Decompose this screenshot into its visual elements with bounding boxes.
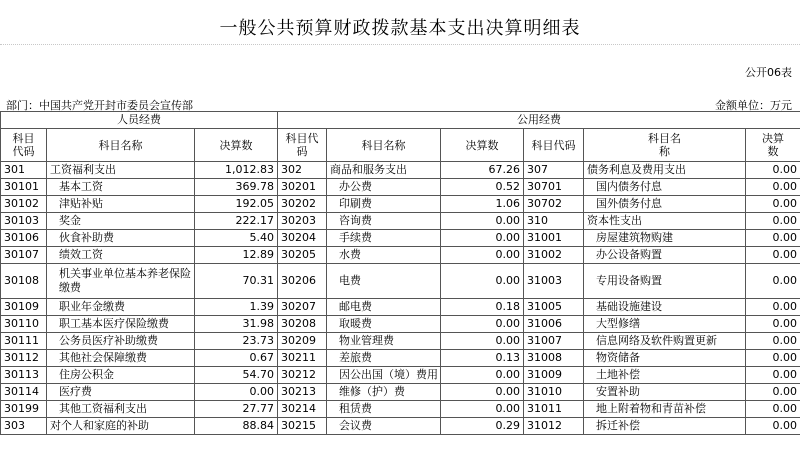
table-cell: 30205 <box>278 247 327 264</box>
table-cell: 水费 <box>327 247 441 264</box>
table-cell: 机关事业单位基本养老保险缴费 <box>47 264 195 299</box>
table-cell: 31005 <box>524 299 584 316</box>
table-row <box>1 350 800 367</box>
table-cell: 0.00 <box>746 418 800 435</box>
table-cell: 0.00 <box>195 384 278 401</box>
table-cell: 其他社会保障缴费 <box>47 350 195 367</box>
table-cell: 1.39 <box>195 299 278 316</box>
table-cell: 0.13 <box>441 350 524 367</box>
table-cell: 1,012.83 <box>195 162 278 179</box>
table-cell: 31009 <box>524 367 584 384</box>
table-cell: 物业管理费 <box>327 333 441 350</box>
table-cell: 0.00 <box>746 333 800 350</box>
table-cell: 30111 <box>1 333 47 350</box>
table-cell: 1.06 <box>441 196 524 213</box>
table-cell: 301 <box>1 162 47 179</box>
table-cell: 30207 <box>278 299 327 316</box>
table-cell: 会议费 <box>327 418 441 435</box>
table-cell: 0.00 <box>746 316 800 333</box>
table-cell: 70.31 <box>195 264 278 299</box>
table-cell: 30215 <box>278 418 327 435</box>
table-cell: 88.84 <box>195 418 278 435</box>
table-cell: 307 <box>524 162 584 179</box>
table-cell: 30103 <box>1 213 47 230</box>
table-row <box>1 367 800 384</box>
table-cell: 大型修缮 <box>584 316 746 333</box>
table-row <box>1 213 800 230</box>
table-row <box>1 247 800 264</box>
table-row <box>1 299 800 316</box>
table-cell: 其他工资福利支出 <box>47 401 195 418</box>
table-cell: 绩效工资 <box>47 247 195 264</box>
table-cell: 369.78 <box>195 179 278 196</box>
table-cell: 310 <box>524 213 584 230</box>
table-cell: 邮电费 <box>327 299 441 316</box>
table-cell: 30208 <box>278 316 327 333</box>
table-cell: 12.89 <box>195 247 278 264</box>
table-cell: 30211 <box>278 350 327 367</box>
table-cell: 31008 <box>524 350 584 367</box>
table-cell: 0.67 <box>195 350 278 367</box>
table-cell: 23.73 <box>195 333 278 350</box>
table-cell: 30110 <box>1 316 47 333</box>
col-header-name: 科目名称 <box>47 129 195 162</box>
col-header-code2: 科目代 码 <box>278 129 327 162</box>
group-header-row <box>1 112 800 129</box>
table-cell: 债务利息及费用支出 <box>584 162 746 179</box>
col-header-amount2: 决算数 <box>441 129 524 162</box>
table-cell: 30701 <box>524 179 584 196</box>
table-cell: 国外债务付息 <box>584 196 746 213</box>
table-cell: 资本性支出 <box>584 213 746 230</box>
expenditure-table <box>0 111 800 435</box>
table-cell: 0.00 <box>441 384 524 401</box>
table-cell: 拆迁补偿 <box>584 418 746 435</box>
table-cell: 30107 <box>1 247 47 264</box>
table-cell: 0.00 <box>746 247 800 264</box>
table-cell: 信息网络及软件购置更新 <box>584 333 746 350</box>
table-cell: 30101 <box>1 179 47 196</box>
table-cell: 0.00 <box>746 162 800 179</box>
table-cell: 差旅费 <box>327 350 441 367</box>
table-cell: 67.26 <box>441 162 524 179</box>
table-cell: 0.00 <box>746 299 800 316</box>
table-cell: 手续费 <box>327 230 441 247</box>
department-label: 部门：中国共产党开封市委员会宣传部 <box>6 99 193 112</box>
table-cell: 职工基本医疗保险缴费 <box>47 316 195 333</box>
table-row <box>1 384 800 401</box>
table-cell: 工资福利支出 <box>47 162 195 179</box>
table-cell: 0.00 <box>441 401 524 418</box>
table-cell: 54.70 <box>195 367 278 384</box>
table-row <box>1 162 800 179</box>
table-cell: 30702 <box>524 196 584 213</box>
table-cell: 办公设备购置 <box>584 247 746 264</box>
table-cell: 31007 <box>524 333 584 350</box>
table-cell: 30209 <box>278 333 327 350</box>
table-code: 公开06表 <box>745 66 792 79</box>
table-row <box>1 418 800 435</box>
table-cell: 30108 <box>1 264 47 299</box>
table-cell: 30204 <box>278 230 327 247</box>
table-cell: 302 <box>278 162 327 179</box>
table-cell: 房屋建筑物购建 <box>584 230 746 247</box>
table-cell: 取暖费 <box>327 316 441 333</box>
table-cell: 电费 <box>327 264 441 299</box>
table-cell: 公务员医疗补助缴费 <box>47 333 195 350</box>
col-header-code: 科目 代码 <box>1 129 47 162</box>
table-row <box>1 264 800 299</box>
table-cell: 咨询费 <box>327 213 441 230</box>
table-cell: 30106 <box>1 230 47 247</box>
table-cell: 0.18 <box>441 299 524 316</box>
table-cell: 31012 <box>524 418 584 435</box>
table-cell: 0.00 <box>746 367 800 384</box>
table-row <box>1 316 800 333</box>
table-cell: 0.00 <box>441 316 524 333</box>
table-cell: 印刷费 <box>327 196 441 213</box>
table-cell: 0.00 <box>746 350 800 367</box>
table-cell: 31006 <box>524 316 584 333</box>
table-cell: 0.00 <box>746 264 800 299</box>
table-cell: 222.17 <box>195 213 278 230</box>
col-header-amount: 决算数 <box>195 129 278 162</box>
table-cell: 物资储备 <box>584 350 746 367</box>
table-cell: 0.00 <box>746 196 800 213</box>
table-cell: 30102 <box>1 196 47 213</box>
unit-label: 金额单位：万元 <box>715 99 792 112</box>
table-cell: 奖金 <box>47 213 195 230</box>
table-cell: 安置补助 <box>584 384 746 401</box>
table-cell: 津贴补贴 <box>47 196 195 213</box>
table-cell: 0.00 <box>441 367 524 384</box>
table-cell: 31002 <box>524 247 584 264</box>
table-cell: 地上附着物和青苗补偿 <box>584 401 746 418</box>
table-cell: 0.00 <box>441 213 524 230</box>
table-cell: 0.00 <box>441 230 524 247</box>
table-cell: 30113 <box>1 367 47 384</box>
table-cell: 30114 <box>1 384 47 401</box>
table-cell: 0.00 <box>746 401 800 418</box>
table-cell: 30201 <box>278 179 327 196</box>
title-divider <box>0 44 800 45</box>
table-cell: 办公费 <box>327 179 441 196</box>
table-cell: 对个人和家庭的补助 <box>47 418 195 435</box>
table-cell: 0.52 <box>441 179 524 196</box>
table-cell: 0.00 <box>746 230 800 247</box>
col-header-amount3: 决算 数 <box>746 129 800 162</box>
table-cell: 30206 <box>278 264 327 299</box>
table-cell: 303 <box>1 418 47 435</box>
table-cell: 30109 <box>1 299 47 316</box>
table-cell: 租赁费 <box>327 401 441 418</box>
table-cell: 192.05 <box>195 196 278 213</box>
table-cell: 职业年金缴费 <box>47 299 195 316</box>
table-cell: 专用设备购置 <box>584 264 746 299</box>
table-cell: 30112 <box>1 350 47 367</box>
table-row <box>1 179 800 196</box>
table-cell: 30202 <box>278 196 327 213</box>
group-header-public: 公用经费 <box>278 112 800 129</box>
column-header-row <box>1 129 800 162</box>
table-cell: 0.00 <box>746 384 800 401</box>
table-cell: 5.40 <box>195 230 278 247</box>
table-cell: 基础设施建设 <box>584 299 746 316</box>
table-row <box>1 230 800 247</box>
table-cell: 30213 <box>278 384 327 401</box>
col-header-name3: 科目名 称 <box>584 129 746 162</box>
table-cell: 30214 <box>278 401 327 418</box>
table-cell: 31011 <box>524 401 584 418</box>
table-cell: 基本工资 <box>47 179 195 196</box>
table-cell: 31003 <box>524 264 584 299</box>
table-cell: 伙食补助费 <box>47 230 195 247</box>
table-cell: 31.98 <box>195 316 278 333</box>
table-cell: 27.77 <box>195 401 278 418</box>
table-cell: 0.00 <box>441 247 524 264</box>
table-cell: 国内债务付息 <box>584 179 746 196</box>
table-cell: 31001 <box>524 230 584 247</box>
col-header-name2: 科目名称 <box>327 129 441 162</box>
table-cell: 30203 <box>278 213 327 230</box>
page-title: 一般公共预算财政拨款基本支出决算明细表 <box>219 18 581 39</box>
table-cell: 31010 <box>524 384 584 401</box>
table-cell: 0.00 <box>746 179 800 196</box>
table-cell: 30199 <box>1 401 47 418</box>
table-cell: 医疗费 <box>47 384 195 401</box>
col-header-code3: 科目代码 <box>524 129 584 162</box>
table-cell: 30212 <box>278 367 327 384</box>
table-cell: 维修（护）费 <box>327 384 441 401</box>
table-cell: 商品和服务支出 <box>327 162 441 179</box>
table-cell: 土地补偿 <box>584 367 746 384</box>
table-row <box>1 401 800 418</box>
table-row <box>1 196 800 213</box>
table-cell: 0.29 <box>441 418 524 435</box>
table-cell: 因公出国（境）费用 <box>327 367 441 384</box>
group-header-personnel: 人员经费 <box>1 112 278 129</box>
table-cell: 0.00 <box>746 213 800 230</box>
table-row <box>1 333 800 350</box>
table-cell: 0.00 <box>441 264 524 299</box>
table-cell: 0.00 <box>441 333 524 350</box>
table-cell: 住房公积金 <box>47 367 195 384</box>
